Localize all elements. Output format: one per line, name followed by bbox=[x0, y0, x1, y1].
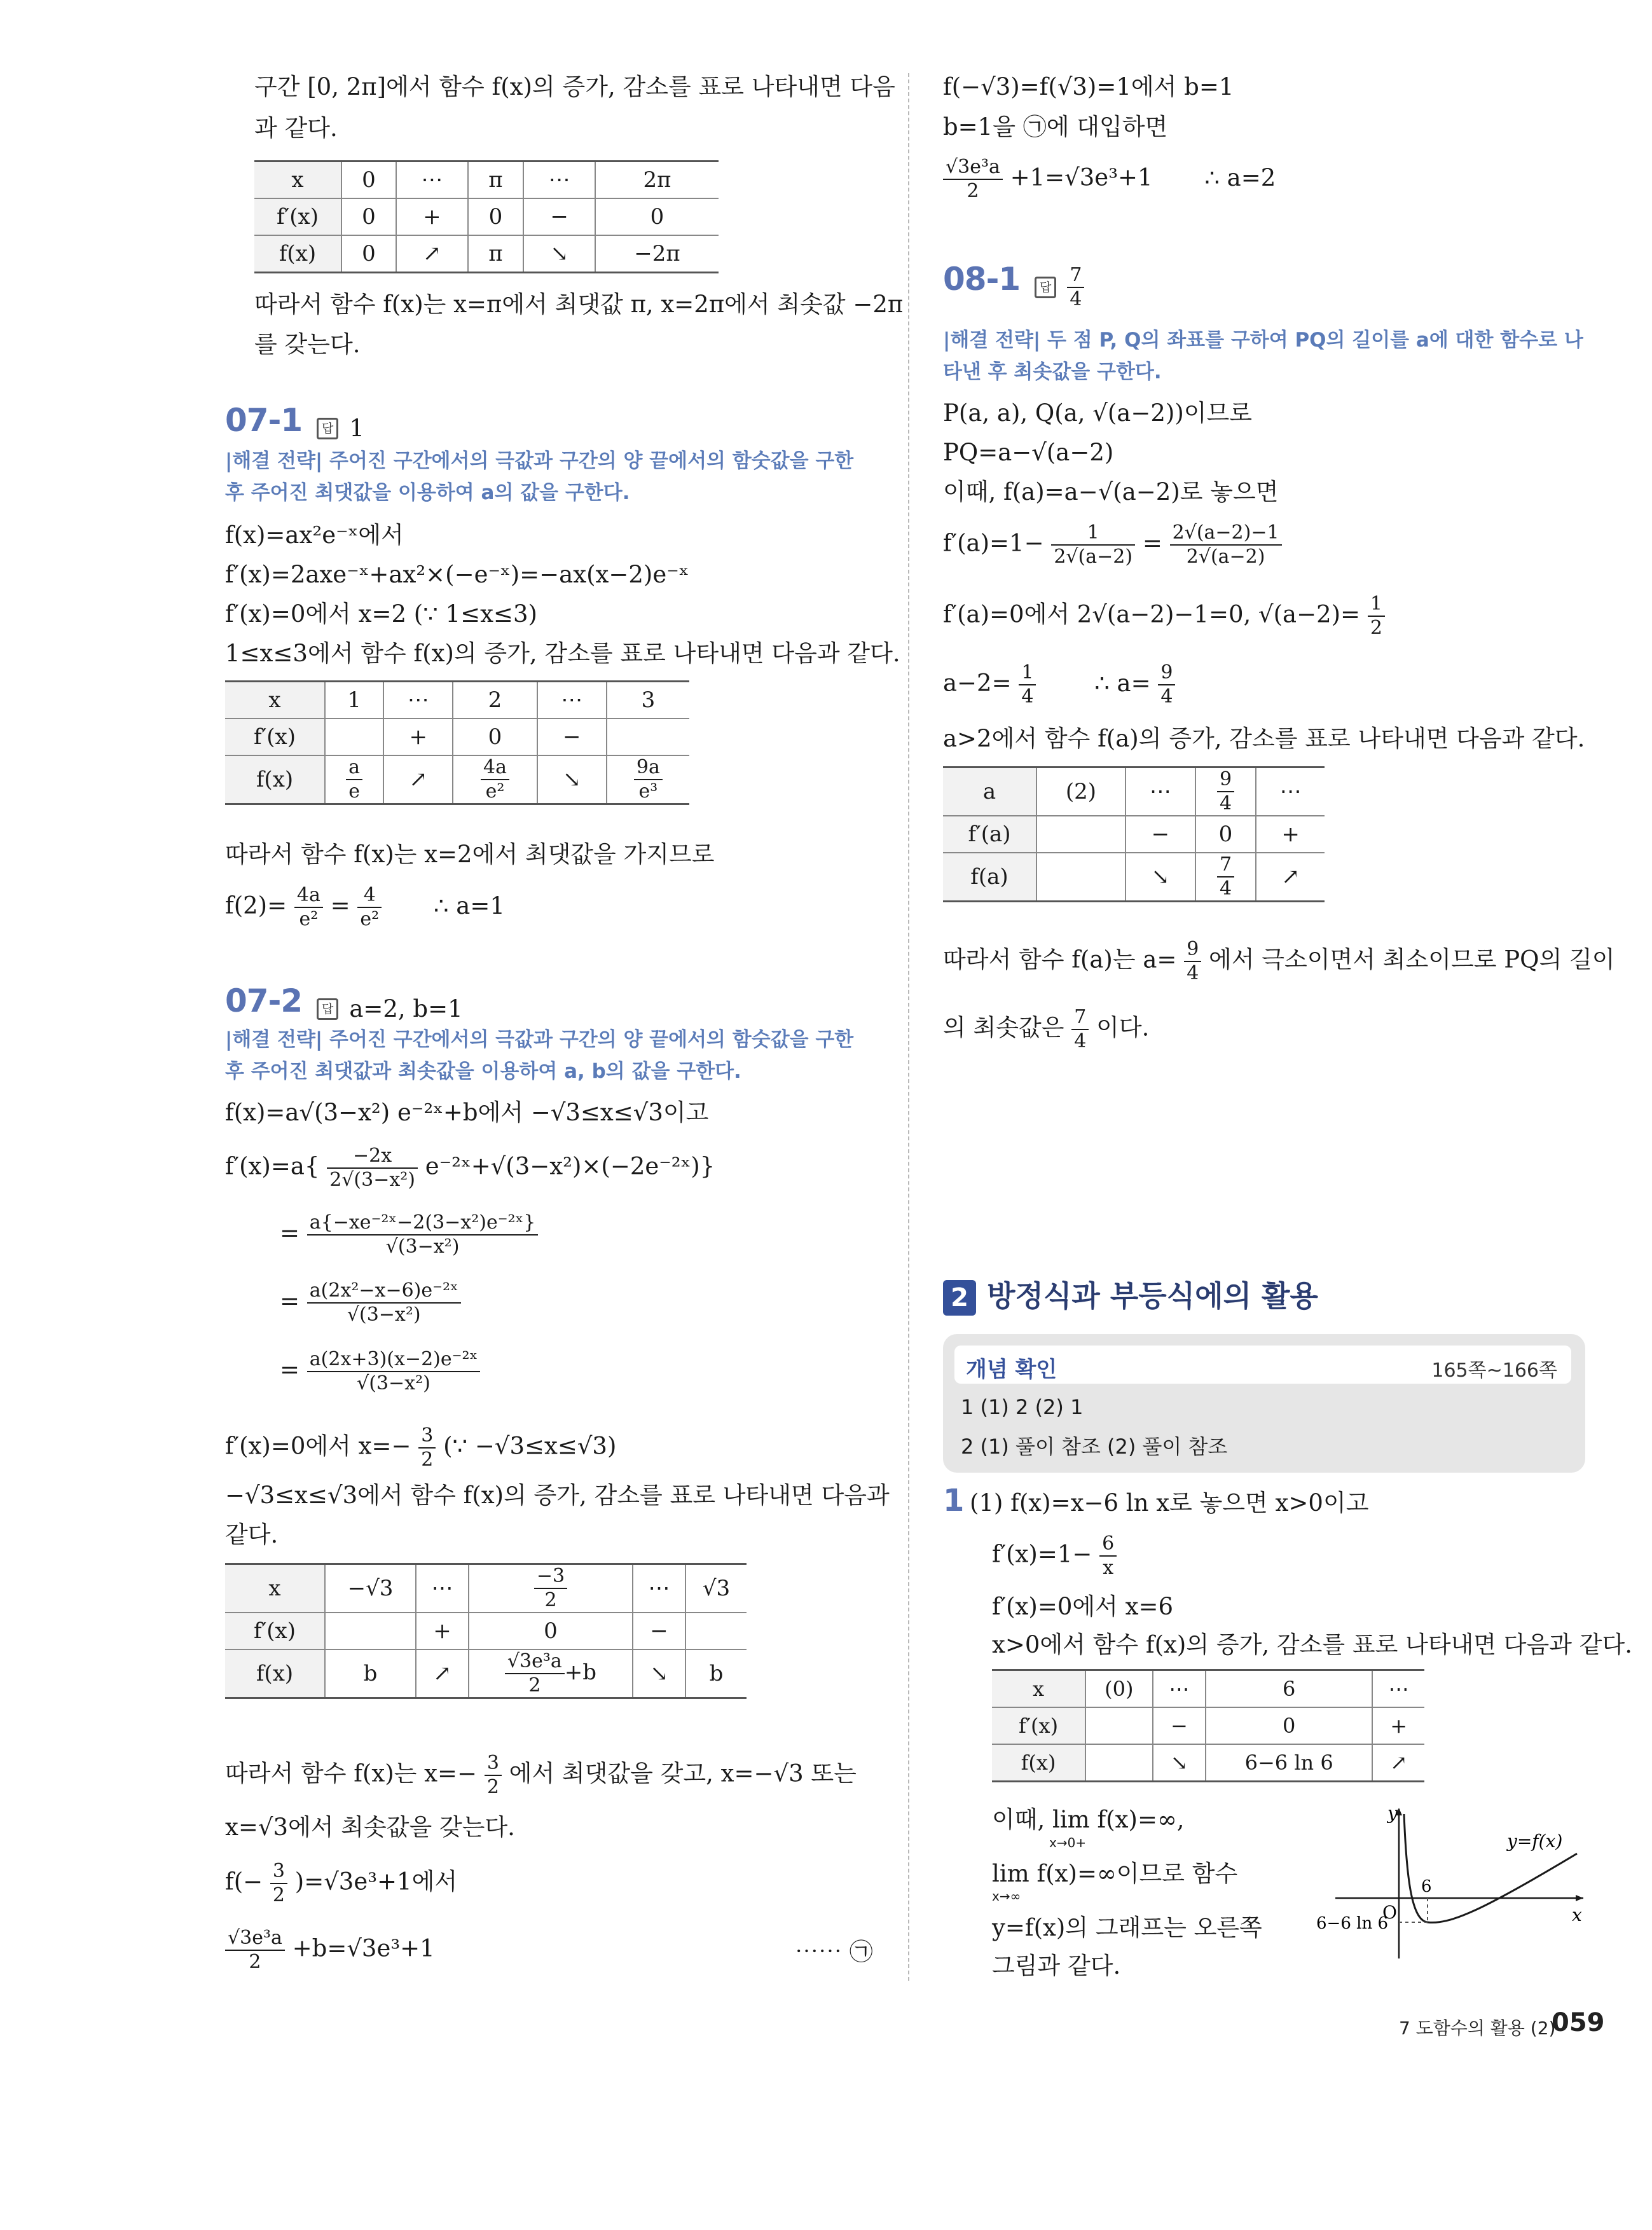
table-row: a (2) ⋯ $\frac{9}{4}$ ⋯ bbox=[943, 767, 1325, 816]
solution-line: 따라서 함수 f(x)는 x=2에서 최댓값을 가지므로 bbox=[225, 841, 715, 868]
limit-subscript: x→0+ bbox=[1049, 1835, 1087, 1850]
tick-label-six: 6 bbox=[1421, 1877, 1432, 1896]
strategy-label: |해결 전략| bbox=[225, 450, 323, 472]
table-row: x 1 ⋯ 2 ⋯ 3 bbox=[225, 682, 689, 719]
problem-number: 07-2 bbox=[225, 982, 303, 1019]
strategy-label: |해결 전략| bbox=[943, 329, 1041, 352]
concept-pages: 165쪽~166쪽 bbox=[1431, 1359, 1557, 1382]
section-heading bbox=[943, 1273, 1318, 1316]
strategy-label: |해결 전략| bbox=[225, 1028, 323, 1051]
page-number: 059 bbox=[1552, 2008, 1605, 2037]
column-divider bbox=[908, 73, 909, 1981]
chapter-label: 7 도함수의 활용 (2) bbox=[1399, 2018, 1556, 2039]
fraction: $\frac{\text{√3e³a}}{2}$ bbox=[505, 1650, 565, 1697]
concept-answer-1: 1 (1) 2 (2) 1 bbox=[961, 1395, 1084, 1419]
answer-icon: 답 bbox=[1035, 277, 1056, 298]
section-title: 방정식과 부등식에의 활용 bbox=[987, 1279, 1318, 1313]
conclusion-0-line-2: 를 갖는다. bbox=[254, 331, 361, 358]
strategy-text: 주어진 구간에서의 극값과 구간의 양 끝에서의 함숫값을 구한 후 주어진 최댓값을 이용하여 a의 값을 구한다. bbox=[225, 450, 854, 504]
solution-line: f(x)=ax²e⁻ˣ에서 bbox=[225, 521, 404, 549]
strategy-07-1 bbox=[225, 445, 874, 509]
x-axis-label: x bbox=[1572, 1904, 1582, 1925]
solution-line: 따라서 함수 f(x)는 x=− $\frac{3}{2}$ 에서 최댓값을 갖고, x=−√3 또는 bbox=[225, 1752, 857, 1798]
table-row: x −√3 ⋯ $\frac{-3}{2}$ ⋯ √3 bbox=[225, 1564, 747, 1613]
concept-answer-2: 2 (1) 풀이 참조 (2) 풀이 참조 bbox=[961, 1435, 1228, 1459]
equation-marker: ⋯⋯ ㉠ bbox=[795, 1938, 873, 1965]
strategy-07-2 bbox=[225, 1024, 874, 1087]
solution-line: (1) f(x)=x−6 ln x로 놓으면 x>0이고 bbox=[970, 1489, 1369, 1517]
x-axis-arrow bbox=[1576, 1895, 1583, 1901]
solution-line: f(− $\frac{3}{2}$ )=√3e³+1에서 bbox=[225, 1860, 458, 1906]
problem-number: 07-1 bbox=[225, 402, 303, 439]
section-number: 2 bbox=[943, 1280, 976, 1316]
solution-line: f′(x)=0에서 x=2 (∵ 1≤x≤3) bbox=[225, 600, 537, 628]
solution-line: = $\frac{\text{a(2x²−x−6)e⁻²ˣ}}{\text{√(3−x²)}}$ bbox=[280, 1279, 461, 1326]
solution-line: a−2= $\frac{1}{4}$ ∴ a= $\frac{9}{4}$ bbox=[943, 661, 1175, 708]
origin-label: O bbox=[1382, 1902, 1397, 1923]
solution-line: lim f(x)=∞이므로 함수 bbox=[992, 1860, 1238, 1887]
solution-line: P(a, a), Q(a, √(a−2))이므로 bbox=[943, 399, 1252, 427]
answer-icon: 답 bbox=[317, 418, 338, 439]
solution-line: f(−√3)=f(√3)=1에서 b=1 bbox=[943, 73, 1234, 100]
table-row: f(x) 0 ↗ π ↘ −2π bbox=[254, 235, 719, 273]
question-number: 1 bbox=[943, 1483, 965, 1518]
table-row: f′(x) − 0 + bbox=[992, 1707, 1424, 1744]
intro-line-1: 구간 [0, 2π]에서 함수 f(x)의 증가, 감소를 표로 나타내면 다음 bbox=[254, 73, 895, 100]
solution-line: PQ=a−√(a−2) bbox=[943, 439, 1114, 466]
solution-line: f′(x)=1− $\frac{6}{x}$ bbox=[992, 1532, 1117, 1580]
table-row: f(x) ↘ 6−6 ln 6 ↗ bbox=[992, 1744, 1424, 1782]
intro-line-2: 과 같다. bbox=[254, 114, 338, 142]
solution-line: f′(a)=1− $\frac{1}{2√(a-2)}$ = $\frac{2√(a-2)-1}{2√(a-2)}$ bbox=[943, 521, 1282, 568]
solution-line: f′(a)=0에서 2√(a−2)−1=0, √(a−2)= $\frac{1}{2}$ bbox=[943, 593, 1385, 640]
solution-line: 의 최솟값은 $\frac{7}{4}$ 이다. bbox=[943, 1006, 1150, 1052]
answer-value: 1 bbox=[349, 415, 364, 442]
problem-number: 08-1 bbox=[943, 261, 1021, 298]
solution-line: 1≤x≤3에서 함수 f(x)의 증가, 감소를 표로 나타내면 다음과 같다. bbox=[225, 640, 900, 667]
answer-value: a=2, b=1 bbox=[349, 995, 463, 1022]
table-row: f′(x) 0 + 0 − 0 bbox=[254, 198, 719, 235]
answer-value: $\frac{7}{4}$ bbox=[1067, 264, 1084, 311]
strategy-08-1 bbox=[943, 324, 1592, 388]
solution-line: b=1을 ㉠에 대입하면 bbox=[943, 113, 1168, 141]
table-row: f′(x) + 0 − bbox=[225, 719, 689, 755]
solution-line: 이때, lim f(x)=∞, bbox=[992, 1806, 1185, 1833]
solution-line: a>2에서 함수 f(a)의 증가, 감소를 표로 나타내면 다음과 같다. bbox=[943, 725, 1585, 752]
solution-line: f′(x)=0에서 x=− $\frac{3}{2}$ (∵ −√3≤x≤√3) bbox=[225, 1424, 617, 1471]
solution-line: f(2)= $\frac{4a}{\text{e²}}$ = $\frac{4}{\text{e²}}$ ∴ a=1 bbox=[225, 884, 505, 930]
function-graph bbox=[1316, 1803, 1590, 1968]
fraction: $\frac{9a}{\text{e³}}$ bbox=[634, 756, 663, 803]
strategy-text: 주어진 구간에서의 극값과 구간의 양 끝에서의 함숫값을 구한 후 주어진 최댓값과 최솟값을 이용하여 a, b의 값을 구한다. bbox=[225, 1028, 854, 1083]
table-row: x (0) ⋯ 6 ⋯ bbox=[992, 1670, 1424, 1708]
table-increase-decrease-0 bbox=[254, 160, 719, 273]
curve-label: y=f(x) bbox=[1507, 1831, 1563, 1852]
solution-line: f′(x)=a{ $\frac{-2x}{\text{2√(3−x²)}}$ e⁻²ˣ+√(3−x²)×(−2e⁻²ˣ)} bbox=[225, 1145, 715, 1191]
min-value-label: 6−6 ln 6 bbox=[1316, 1914, 1389, 1933]
solution-line: x>0에서 함수 f(x)의 증가, 감소를 표로 나타내면 다음과 같다. bbox=[992, 1631, 1633, 1658]
strategy-text: 두 점 P, Q의 좌표를 구하여 PQ의 길이를 a에 대한 함수로 나타낸 후 최솟값을 구한다. bbox=[943, 329, 1583, 383]
solution-line: f(x)=a√(3−x²) e⁻²ˣ+b에서 −√3≤x≤√3이고 bbox=[225, 1099, 709, 1126]
fraction: $\frac{-3}{2}$ bbox=[534, 1565, 567, 1612]
fraction: $\frac{7}{4}$ bbox=[1217, 853, 1234, 900]
table-increase-decrease-07-2 bbox=[225, 1563, 747, 1699]
solution-line: 이때, f(a)=a−√(a−2)로 놓으면 bbox=[943, 478, 1279, 506]
solution-line: 그림과 같다. bbox=[992, 1952, 1121, 1979]
table-row: f′(x) + 0 − bbox=[225, 1613, 747, 1649]
table-row: f′(a) − 0 + bbox=[943, 816, 1325, 853]
conclusion-0-line-1: 따라서 함수 f(x)는 x=π에서 최댓값 π, x=2π에서 최솟값 −2π bbox=[254, 291, 904, 318]
problem-08-1-header bbox=[943, 261, 1084, 311]
table-increase-decrease-07-1 bbox=[225, 680, 689, 805]
concept-label: 개념 확인 bbox=[966, 1357, 1057, 1382]
solution-line: 같다. bbox=[225, 1521, 279, 1548]
solution-line: y=f(x)의 그래프는 오른쪽 bbox=[992, 1914, 1262, 1941]
solution-line: $\frac{\text{√3e³a}}{2}$ +b=√3e³+1 bbox=[225, 1927, 435, 1974]
problem-07-2-header bbox=[225, 982, 463, 1022]
table-row: f(a) ↘ $\frac{7}{4}$ ↗ bbox=[943, 853, 1325, 902]
solution-line: = $\frac{\text{a(2x+3)(x−2)e⁻²ˣ}}{\text{√(3−x²)}}$ bbox=[280, 1348, 480, 1395]
concept-check-box bbox=[943, 1334, 1585, 1473]
solution-line: f′(x)=0에서 x=6 bbox=[992, 1593, 1174, 1620]
y-axis-label: y bbox=[1387, 1803, 1398, 1824]
fraction: $\frac{a}{e}$ bbox=[346, 756, 362, 803]
answer-icon: 답 bbox=[317, 998, 338, 1020]
fraction: $\frac{4a}{\text{e²}}$ bbox=[481, 756, 509, 803]
table-row: x 0 ⋯ π ⋯ 2π bbox=[254, 162, 719, 199]
solution-line: f′(x)=2axe⁻ˣ+ax²×(−e⁻ˣ)=−ax(x−2)e⁻ˣ bbox=[225, 561, 689, 588]
solution-line: 따라서 함수 f(a)는 a= $\frac{9}{4}$ 에서 극소이면서 최소이므로 PQ의 길이 bbox=[943, 938, 1615, 984]
solution-line: x=√3에서 최솟값을 갖는다. bbox=[225, 1814, 515, 1841]
solution-line: = $\frac{\text{a\{−xe⁻²ˣ−2(3−x²)e⁻²ˣ\}}}{\text{√(3−x²)}}$ bbox=[280, 1211, 538, 1258]
fraction: $\frac{9}{4}$ bbox=[1217, 768, 1234, 815]
table-row: f(x) b ↗ $\frac{\text{√3e³a}}{2}$ +b ↘ b bbox=[225, 1649, 747, 1698]
solution-line: $\frac{\text{√3e³a}}{2}$ +1=√3e³+1 ∴ a=2 bbox=[943, 156, 1276, 203]
table-row: f(x) $\frac{a}{e}$ ↗ $\frac{4a}{\text{e²}}$ ↘ $\frac{9a}{\text{e³}}$ bbox=[225, 755, 689, 804]
concept-check-header bbox=[954, 1346, 1571, 1384]
limit-subscript: x→∞ bbox=[992, 1889, 1021, 1904]
table-increase-decrease-08-1 bbox=[943, 766, 1325, 902]
table-increase-decrease-q1 bbox=[992, 1669, 1424, 1782]
solution-line: −√3≤x≤√3에서 함수 f(x)의 증가, 감소를 표로 나타내면 다음과 bbox=[225, 1482, 890, 1509]
problem-07-1-header bbox=[225, 402, 364, 442]
